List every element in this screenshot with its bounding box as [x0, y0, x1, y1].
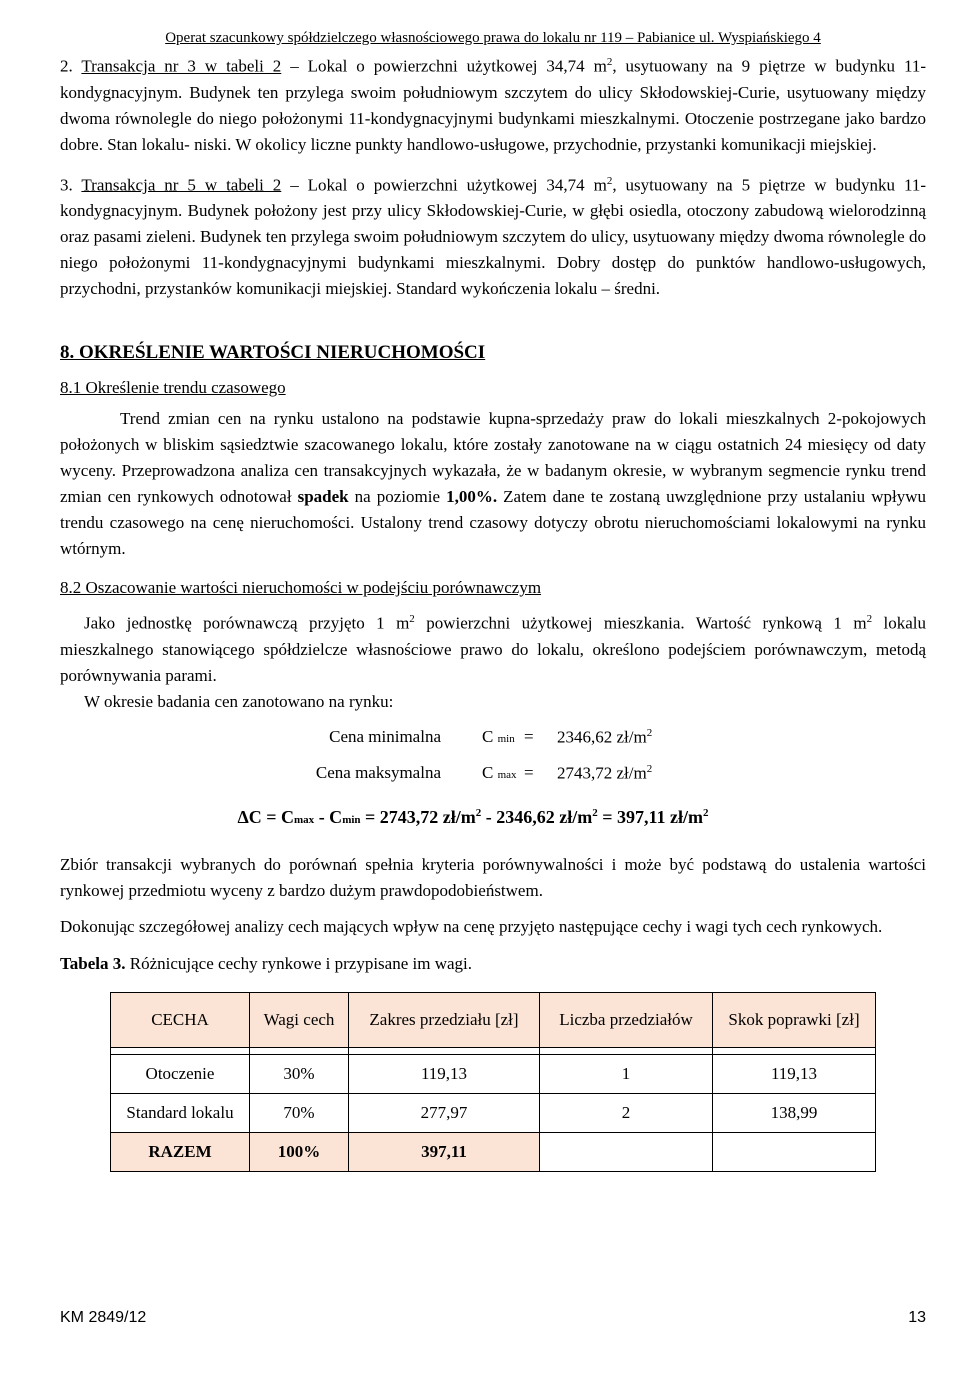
page-number: 13 — [908, 1309, 926, 1326]
table-header-row — [111, 992, 876, 1047]
trend-paragraph: Trend zmian cen na rynku ustalono na podstawie kupna-sprzedaży praw do lokali mieszkalnych 2-pokojowych położonych w bliskim sąsiedztwie szacowanego lokalu, które zostały zanotowane na w ciągu ostatnich 24 miesięcy od daty wyceny. Przeprowadzona analiza cen transakcyjnych wykazała, że w badanym okresie, w wybranym segmencie rynku trend zmian cen rynkowych odnotował spadek na poziomie 1,00%. Zatem dane te zostaną uwzględnione przy ustalaniu wpływu trendu czasowego na cenę nieruchomości. Ustalony trend czasowy dotyczy obrotu nieruchomościami lokalowymi na rynku wtórnym. — [60, 409, 926, 559]
subsection-8-1-title: 8.1 Określenie trendu czasowego — [60, 378, 286, 398]
table-header-cell: Skok poprawki [zł] — [713, 992, 876, 1047]
transaction-link: Transakcja nr 3 w tabeli 2 — [81, 56, 282, 76]
section-8-title: 8. OKREŚLENIE WARTOŚCI NIERUCHOMOŚCI — [60, 342, 486, 364]
item-number: 2. — [60, 56, 73, 76]
table-total-row: RAZEM 100% 397,11 — [111, 1132, 876, 1171]
features-table — [110, 992, 876, 1172]
price-max-row: Cena maksymalna C max = 2743,72 $zł/m^2$ — [315, 762, 653, 783]
document-page — [60, 30, 926, 1172]
table-header-cell: Zakres przedziału [zł] — [349, 992, 540, 1047]
table-row: Standard lokalu 70% 277,97 2 138,99 — [111, 1093, 876, 1132]
price-delta-formula: ΔC = Cmax - Cmin = 2743,72 $zł/m^2 - 2346,62$ $zł/m^2 = 397,11$ $zł/m^2$ — [237, 806, 709, 827]
page-header: Operat szacunkowy spółdzielczego własnościowego prawa do lokalu nr 119 – Pabianice ul. Wyspiańskiego 4 — [165, 30, 821, 46]
table-caption: Tabela 3. Różnicujące cechy rynkowe i przypisane im wagi. — [60, 953, 472, 973]
transaction-link: Transakcja nr 5 w tabeli 2 — [81, 175, 282, 195]
item-number: 3. — [60, 175, 73, 195]
price-min-value: 2346,62 $zł/m^2$ — [557, 726, 653, 747]
table-header-cell: Wagi cech — [250, 992, 349, 1047]
price-max-value: 2743,72 $zł/m^2$ — [557, 762, 653, 783]
table-row: Otoczenie 30% 119,13 1 119,13 — [111, 1054, 876, 1093]
price-min-row: Cena minimalna C min = 2346,62 $zł/m^2$ — [329, 726, 653, 747]
price-block — [60, 727, 926, 828]
table-header-cell: Liczba przedziałów — [540, 992, 713, 1047]
page-footer — [60, 1309, 926, 1327]
zbior-paragraph: Zbiór transakcji wybranych do porównań spełnia kryteria porównywalności i może być podstawą do ustalenia wartości rynkowej przedmiotu wyceny z bardzo dużym prawdopodobieństwem. — [60, 854, 926, 900]
subsection-8-2-title: 8.2 Oszacowanie wartości nieruchomości w podejściu porównawczym — [60, 578, 542, 598]
prices-intro: W okresie badania cen zanotowano na rynku: — [84, 691, 394, 711]
comparison-item-2: 2. Transakcja nr 3 w tabeli 2 – Lokal o powierzchni użytkowej 34,74 $m^2$, usytuowany na 9 piętrze w budynku 11-kondygnacyjnym. Budynek ten przylega swoim południowym szczytem do ulicy Skłodowskiej-Curie, usytuowany między dwoma równolegle do niego położonymi 11-kondygnacyjnymi budynkami mieszkalnymi. Otoczenie postrzegane jako bardzo dobre. Stan lokalu- niski. W okolicy liczne punkty handlowo-usługowe, przychodnie, przystanki komunikacji miejskiej. — [60, 56, 926, 154]
price-min-label: Cena minimalna — [329, 726, 441, 746]
price-max-label: Cena maksymalna — [315, 762, 441, 782]
table-header-cell: CECHA — [111, 992, 250, 1047]
document-reference: KM 2849/12 — [60, 1309, 147, 1326]
comparison-item-3: 3. Transakcja nr 5 w tabeli 2 – Lokal o powierzchni użytkowej 34,74 $m^2$, usytuowany na 5 piętrze w budynku 11-kondygnacyjnym. Budynek położony jest przy ulicy Skłodowskiej-Curie, w głębi osiedla, otoczony zabudową wielorodzinną oraz pasami zieleni. Budynek ten przylega swoim południowym szczytem do ulicy, usytuowany między dwoma równolegle do niego położonymi 11-kondygnacyjnymi budynkami mieszkalnymi. Dobry dostęp do punktów handlowo-usługowych, przychodni, przystanków komunikacji miejskiej. Standard wykończenia lokalu – średni. — [60, 174, 926, 299]
cechy-paragraph: Dokonując szczegółowej analizy cech mających wpływ na cenę przyjęto następujące cechy i wagi tych cech rynkowych. — [60, 916, 883, 936]
unit-paragraph: Jako jednostkę porównawczą przyjęto 1 $m^2$ powierzchni użytkowej mieszkania. Wartość rynkową 1 $m^2$ lokalu mieszkalnego stanowiącego spółdzielcze własnościowe prawo do lokalu, określono podejściem porównawczym, metodą porównywania parami. — [60, 613, 926, 685]
